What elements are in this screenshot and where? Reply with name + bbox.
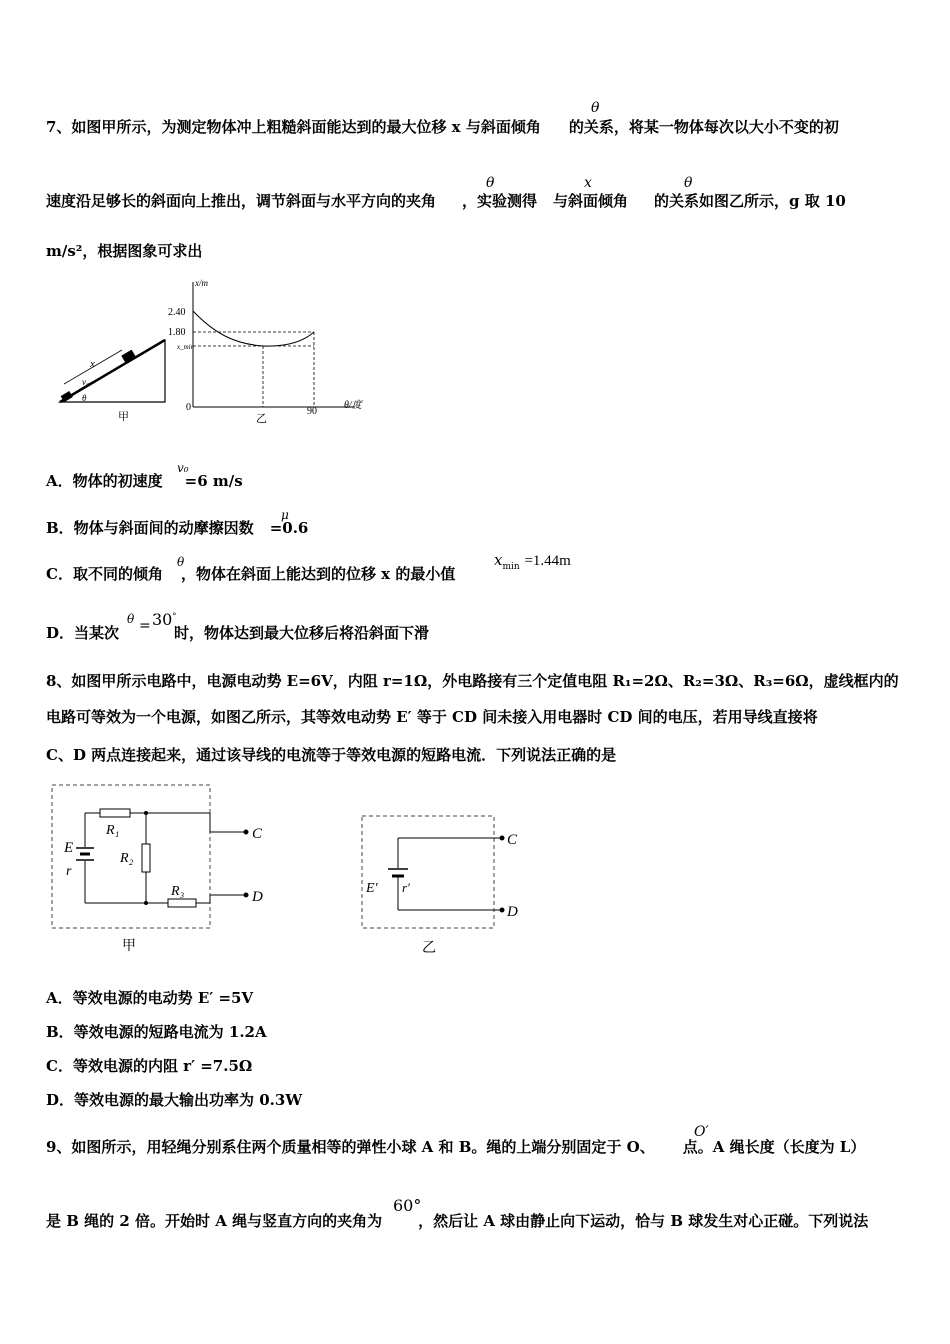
R3-resistor	[168, 899, 196, 907]
theta-symbol: θ	[177, 555, 185, 569]
E-label: E	[64, 840, 74, 856]
q7-line1: 7、如图甲所示，为测定物体冲上粗糙斜面能达到的最大位移 x 与斜面倾角 的关系，将某一物体每次以大小不变的初	[46, 118, 839, 136]
x-symbol: x	[584, 175, 592, 191]
jia-label: 甲	[122, 939, 136, 954]
angle-value: 30°	[152, 610, 177, 629]
x-label: x	[90, 358, 95, 370]
rp-label: r′	[402, 880, 410, 895]
x-theta-graph	[168, 278, 364, 425]
angle-60: 60°	[393, 1196, 422, 1215]
v0-label: v₀	[82, 377, 90, 387]
dashed-box-yi	[362, 816, 494, 928]
mu-symbol: μ	[281, 508, 289, 522]
q7-line2: 速度沿足够长的斜面向上推出，调节斜面与水平方向的夹角 ，实验测得 与斜面倾角 的关系如图乙所示，g 取 10	[46, 192, 846, 210]
q8-option-c: C．等效电源的内阻 r′ =7.5Ω	[46, 1057, 253, 1075]
q8-option-d: D．等效电源的最大输出功率为 0.3W	[46, 1091, 303, 1109]
incline-diagram	[60, 340, 165, 423]
q8-line2: 电路可等效为一个电源，如图乙所示，其等效电动势 E′ 等于 CD 间未接入用电器时 CD 间的电压，若用导线直接将	[46, 708, 818, 726]
circuit-yi	[362, 816, 518, 956]
O-prime-symbol: O′	[694, 1124, 709, 1140]
D-label: D	[507, 904, 518, 920]
tick-0: 0	[186, 402, 191, 413]
q8-option-b: B．等效电源的短路电流为 1.2A	[46, 1023, 267, 1041]
q7-line3: m/s²，根据图象可求出	[46, 242, 203, 260]
C-label: C	[252, 826, 263, 842]
tick-240: 2.40	[168, 307, 186, 318]
terminal-C	[500, 836, 505, 841]
theta-label: θ	[82, 393, 87, 403]
curve	[193, 311, 314, 346]
terminal-C	[244, 830, 249, 835]
theta-symbol: θ	[591, 100, 600, 116]
R3-label: R₃	[171, 884, 185, 899]
q8-line1: 8、如图甲所示电路中，电源电动势 E=6V，内阻 r=1Ω，外电路接有三个定值电阻 R₁=2Ω、R₂=3Ω、R₃=6Ω，虚线框内的	[46, 672, 899, 690]
q7-option-b: B．物体与斜面间的动摩擦因数 =0.6	[46, 519, 309, 537]
D-label: D	[252, 889, 263, 905]
q7-option-d: D．当某次 时，物体达到最大位移后将沿斜面下滑	[46, 624, 430, 642]
theta-symbol: θ	[486, 175, 495, 191]
jia-label: 甲	[118, 411, 129, 423]
q7-figure	[50, 272, 390, 432]
q8-option-a: A．等效电源的电动势 E′ =5V	[46, 989, 254, 1007]
incline-surface	[60, 340, 165, 402]
R2-resistor	[142, 844, 150, 872]
block	[121, 350, 136, 364]
q8-line3: C、D 两点连接起来，通过该导线的电流等于等效电源的短路电流．下列说法正确的是	[46, 746, 617, 764]
circuit-jia	[52, 785, 263, 954]
R1-resistor	[100, 809, 130, 817]
equals-sign: =	[139, 618, 151, 634]
tick-xmin: x_min	[177, 343, 195, 351]
q9-line1: 9、如图所示，用轻绳分别系住两个质量相等的弹性小球 A 和 B。绳的上端分别固定于 O、 点。A 绳长度（长度为 L）	[46, 1138, 866, 1156]
y-axis-label: x/m	[195, 278, 208, 288]
q8-figure	[50, 782, 540, 958]
tick-90: 90	[307, 406, 317, 417]
R2-label: R₂	[120, 851, 134, 866]
xmin-symbol: $x_{min} =1.44m$	[494, 551, 571, 572]
Ep-label: E′	[366, 881, 378, 896]
yi-label: 乙	[422, 941, 436, 956]
v0-symbol: v₀	[177, 461, 189, 475]
theta-symbol: θ	[127, 612, 135, 626]
q9-line2: 是 B 绳的 2 倍。开始时 A 绳与竖直方向的夹角为 ，然后让 A 球由静止向下运动，恰与 B 球发生对心正碰。下列说法	[46, 1212, 869, 1230]
terminal-D	[500, 908, 505, 913]
q7-option-a: A．物体的初速度 =6 m/s	[46, 472, 243, 490]
x-axis-label: θ/度	[344, 400, 362, 411]
tick-180: 1.80	[168, 327, 186, 338]
yi-label: 乙	[256, 413, 267, 425]
r-label: r	[66, 864, 72, 879]
theta-symbol: θ	[684, 175, 693, 191]
terminal-D	[244, 893, 249, 898]
q7-option-c: C．取不同的倾角 ，物体在斜面上能达到的位移 x 的最小值	[46, 565, 456, 583]
C-label: C	[507, 832, 518, 848]
R1-label: R₁	[106, 823, 120, 838]
